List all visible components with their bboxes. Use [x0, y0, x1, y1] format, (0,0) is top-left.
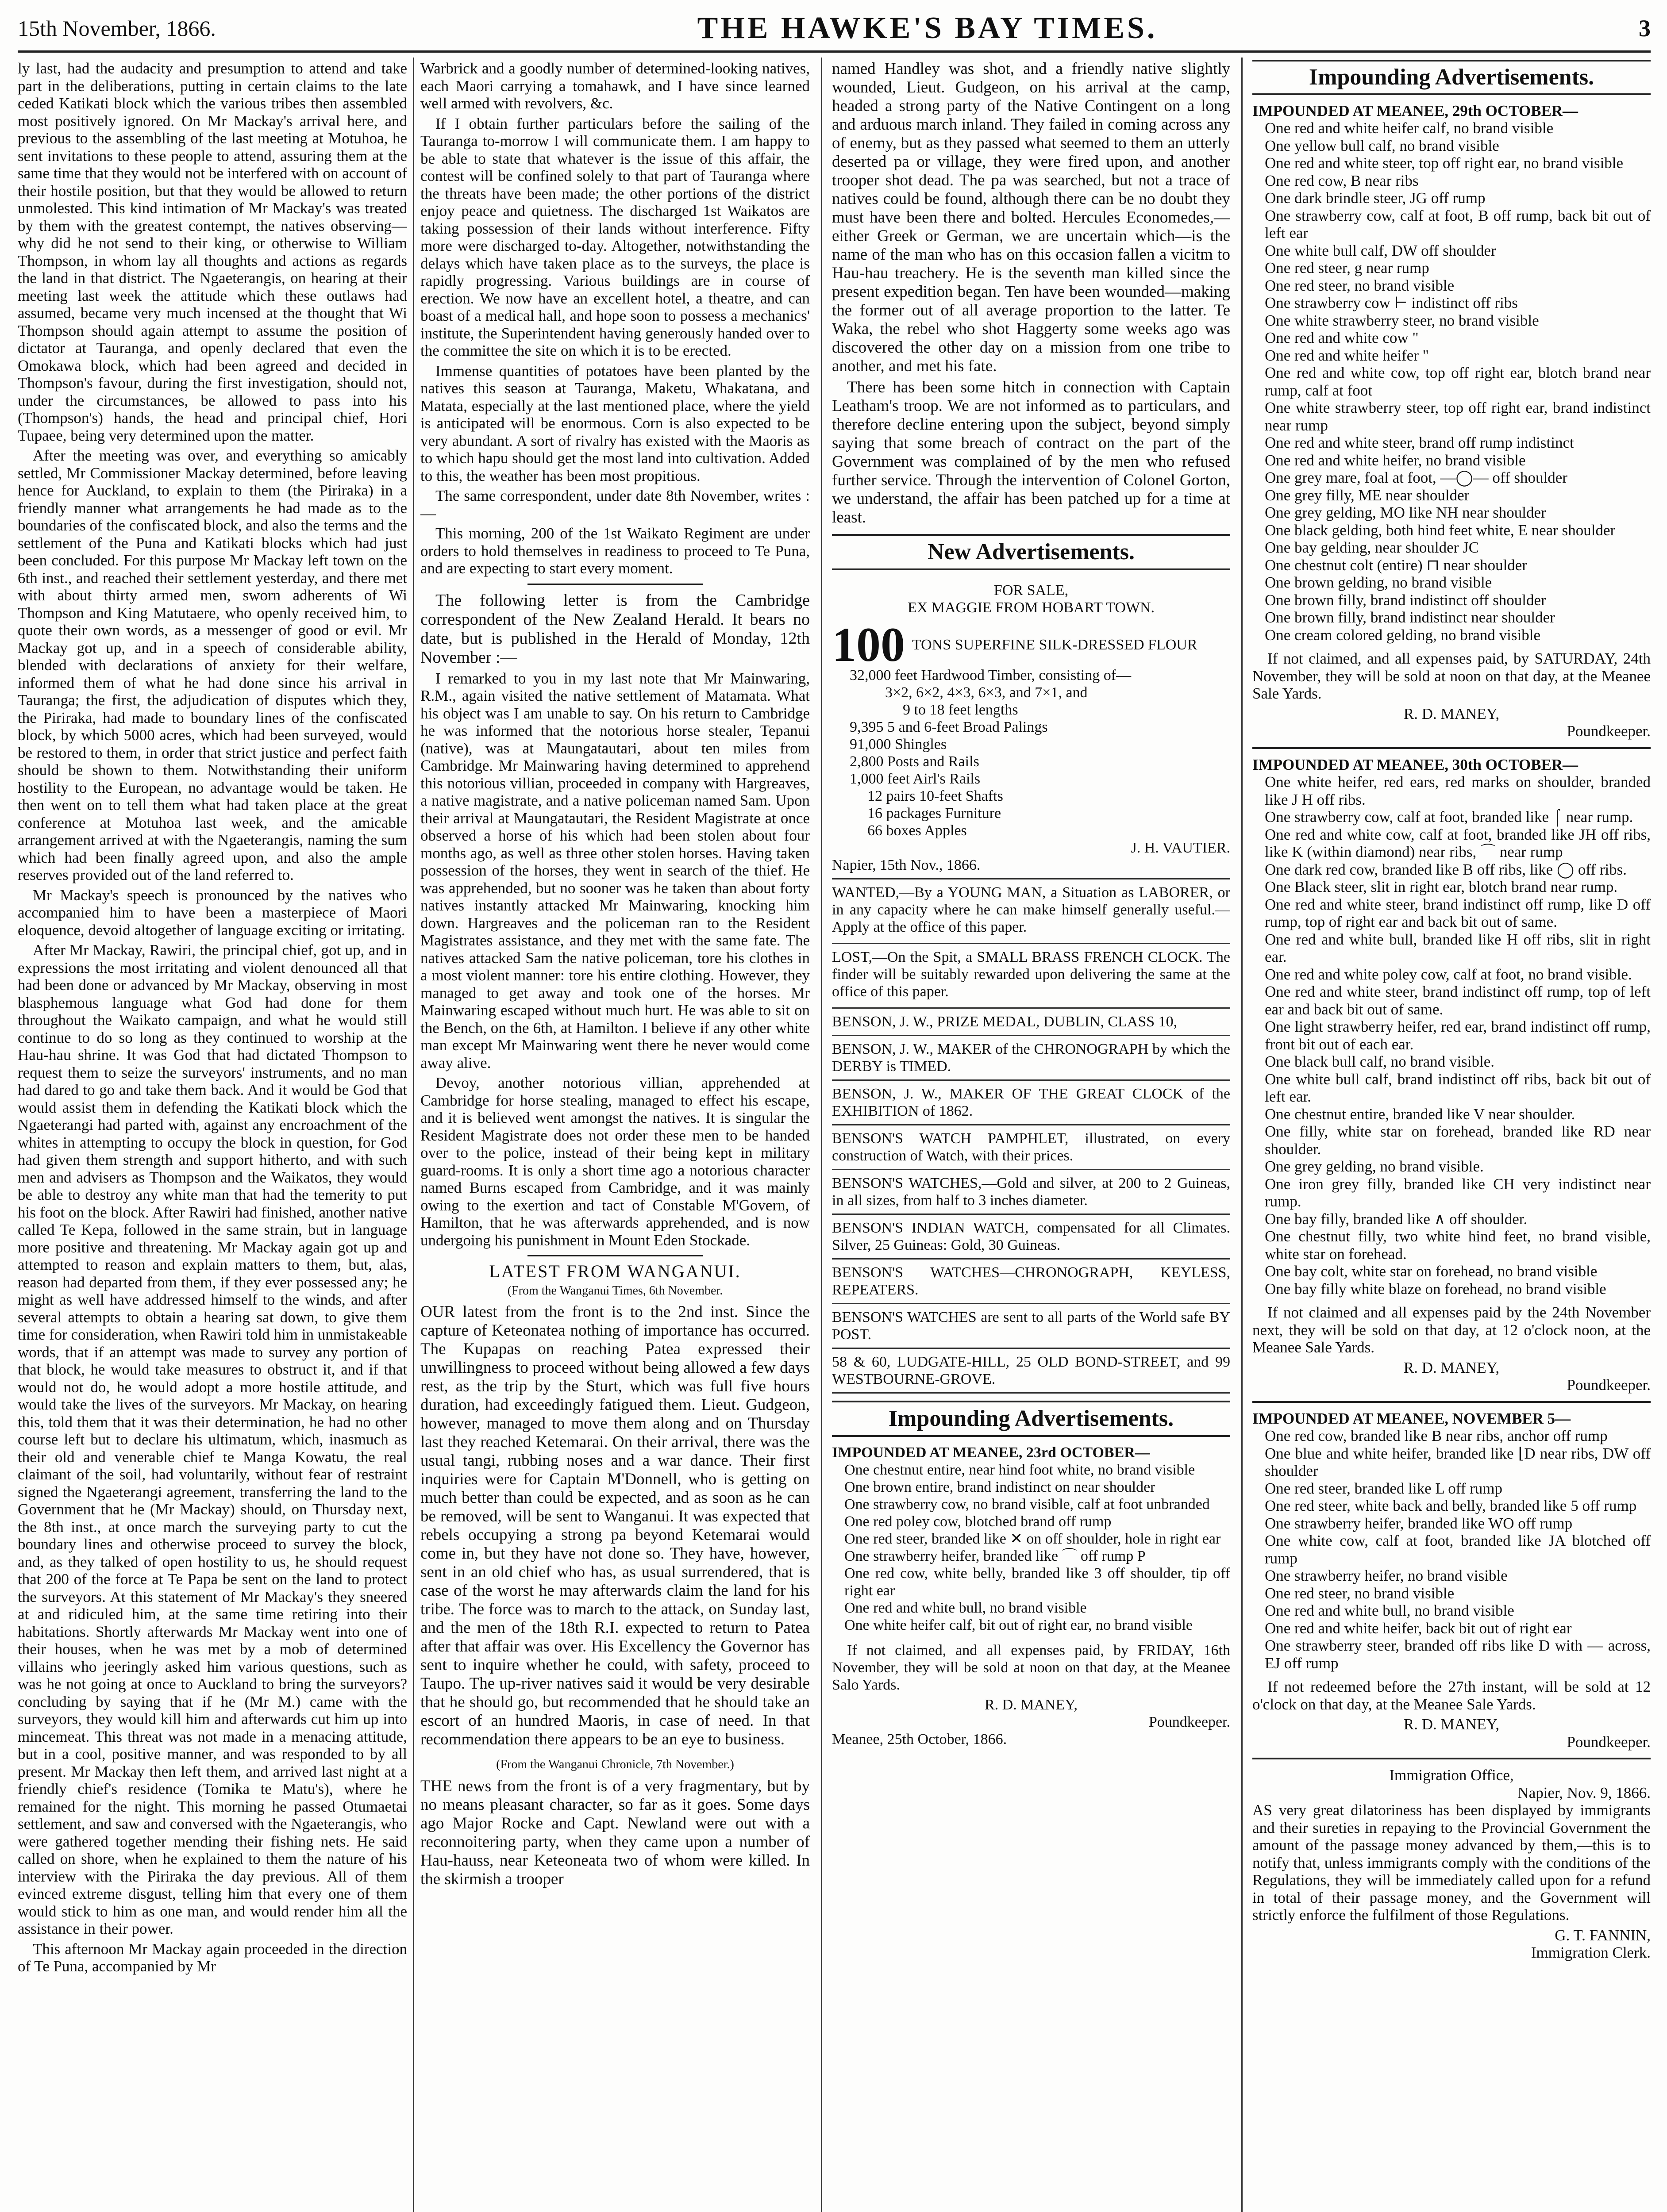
article-paragraph: named Handley was shot, and a friendly native slightly wounded, Lieut. Gudgeon, on his arrival at the camp, headed a strong party of the Native Contingent on a long and arduous march inland. They failed in coming across any of enemy, but as they passed what seemed to them an utterly deserted pa or village, they were fired upon, and another trooper shot dead. The pa was searched, but not a trace of natives could be found, although there can be no doubt they must have been there and bolted. Hercules Economedes,—either Greek or German, we are uncertain which—is the name of the man who has on this occasion fallen a vicitm to Hau-hau treachery. He is the seventh man killed since the present expedition began. Ten have been wounded—making the former out of all average proportion to the latter. Te Waka, the rebel who shot Haggerty some weeks ago was discovered the other day on a mission from one tribe to another, and met his fate. [832, 60, 1230, 375]
benson-ad: BENSON'S INDIAN WATCH, compensated for all Climates. Silver, 25 Guineas: Gold, 30 Guineas. [832, 1215, 1230, 1260]
impound-item: One red and white cow, calf at foot, branded like JH off ribs, like K (within diamond) near ribs, ⌒ near rump [1265, 826, 1651, 860]
sale-item: 12 pairs 10-feet Shafts [867, 788, 1003, 804]
impound-date: Meanee, 25th October, 1866. [832, 1731, 1007, 1747]
sale-item: 3×2, 6×2, 4×3, 6×3, and 7×1, and [885, 684, 1088, 701]
lost-advert [832, 944, 1230, 1009]
immigration-role: Immigration Clerk. [1531, 1944, 1651, 1961]
sale-advert [832, 577, 1230, 879]
impound-item: One red steer, no brand visible [1265, 276, 1455, 294]
impound-item: One red and white heifer, back bit out of right ear [1265, 1619, 1572, 1637]
poundkeeper-role: Poundkeeper. [1148, 1714, 1230, 1730]
impound-footer: If not claimed and all expenses paid by the 24th November next, they will be sold on that day, at 12 o'clock noon, at the Meanee Sale Yards. [1252, 1304, 1651, 1356]
impound-item: One strawberry cow, no brand visible, calf at foot unbranded [844, 1496, 1210, 1513]
article-paragraph: Warbrick and a goodly number of determined-looking natives, each Maori carrying a tomahawk, and I have since learned well armed with revolvers, &c. [420, 60, 810, 112]
section-divider [832, 534, 1230, 536]
section-divider [832, 1401, 1230, 1402]
issue-date: 15th November, 1866. [18, 16, 216, 41]
impound-item: One white heifer calf, bit out of right ear, no brand visible [844, 1617, 1193, 1633]
impound-item: One red and white heifer calf, no brand visible [1265, 119, 1554, 137]
poundkeeper-role: Poundkeeper. [1567, 1376, 1651, 1394]
impound-notice-29oct [1252, 102, 1651, 740]
benson-ad: BENSON, J. W., MAKER OF THE GREAT CLOCK of the EXHIBITION of 1862. [832, 1081, 1230, 1125]
section-divider [527, 584, 703, 585]
column-1 [18, 60, 407, 2212]
impound-list [1252, 119, 1651, 644]
article-paragraph: After Mr Mackay, Rawiri, the principal chief, got up, and in expressions the most irritating and violent denounced all that had been done or advanced by Mr Mackay, observing in most blasphemous language what God had done for them throughout the Waikato campaign, and what he would still continue to do so long as they continued to worship at the Hau-hau shrine. It was God that had dictated Thompson to request them to seize the surveyors' instruments, and no man had dared to go and take them back. And it would be God that would assist them in defending the Katikati block which the Ngaeterangi had parted with, against any encroachment of the whites in attempting to occupy the block in question, for God had given them strength and support hitherto, and with such men and advisers as Thompson and the Waikatos, they would be able to destroy any white man that had the temerity to put his foot on the block. After Rawiri had finished, another native called Te Kepa, followed in the same strain, but in language more positive and threatening. Mr Mackay again got up and attempted to reason and explain matters to them, but, alas, reason had departed from them, if they ever possessed any; he might as well have addressed himself to the winds, and after several attempts to obtain a hearing sat down, to give them time for consideration, when Rawiri told him in unmistakeable words, that if an attempt was made to survey any portion of that block, he would take measures to obstruct it, and if that would not do, he would adopt a more hostile attitude, and would take the lives of the surveyors. Mr Mackay, on hearing this, told them that it was their determination, he had no other course left but to declare his ultimatum, which, inasmuch as their old and venerable chief te Manga Kowatu, the real claimant of the soil, had voluntarily, without fear of restraint signed the Ngaeterangi agreement, transferring the land to the Government that he (Mr Mackay) should, on Thursday next, the 8th inst., at once march the surveying party to cut the boundary lines and otherwise proceed to survey the block, and, as they talked of open hostility to us, he should request that 200 of the force at Te Papa be sent on the land to protect the surveyors. At this statement of Mr Mackay's they sneered at and ridiculed him, at the same time retiring into their habitations. Shortly afterwards Mr Mackay went into one of their houses, when he was met by a mob of determined villains who jeeringly asked him various questions, such as was he not going at once to Auckland to bring the surveyors? concluding by saying that if he (Mr M.) came with the surveyors, they would kill him and afterwards cut him up into mincemeat. This threat was not made in a menacing attitude, but in a cool, positive manner, and was responded to by all present. Mr Mackay then left them, and arrived last night at a friendly chief's residence (Tomika te Matu's), where he remained for the night. This morning he passed Otumaetai settlement, and saw and conversed with the Ngaeterangis, who were gathered together mending their fishing nets. He said called on shore, when he explained to them the nature of his interview with the Piriraka the day previous. All of them evinced extreme disgust, telling him that every one of them would stick to him as one man, and would render him all the assistance in their power. [18, 941, 407, 1937]
wanganui-source: (From the Wanganui Times, 6th November. [507, 1283, 723, 1298]
impound-item: One grey mare, foal at foot, —◯— off shoulder [1265, 469, 1567, 486]
sale-signer: J. H. VAUTIER. [1131, 840, 1230, 856]
impound-item: One red steer, white back and belly, branded like 5 off rump [1265, 1497, 1637, 1514]
impound-notice-30oct [1252, 756, 1651, 1394]
impound-list [832, 1461, 1230, 1634]
sale-item: 32,000 feet Hardwood Timber, consisting of— [850, 667, 1132, 684]
poundkeeper-name: R. D. MANEY, [1403, 1359, 1500, 1376]
poundkeeper-role: Poundkeeper. [1567, 722, 1651, 740]
article-paragraph: The same correspondent, under date 8th November, writes :— [420, 487, 810, 522]
impound-item: One strawberry cow, calf at foot, branded like ⌠ near rump. [1265, 808, 1633, 826]
section-divider [1252, 93, 1651, 95]
article-paragraph: THE news from the front is of a very fragmentary, but by no means pleasant character, so far as it goes. Some days ago Major Rocke and Capt. Newland were out with a reconnoitering party, when they came upon a number of Hau-hauss, near Keteoneata two of whom were killed. In the skirmish a trooper [420, 1777, 810, 1888]
section-divider [1252, 60, 1651, 61]
impound-item: One red and white cow, top off right ear, blotch brand near rump, calf at foot [1265, 364, 1651, 399]
impound-item: One iron grey filly, branded like CH very indistinct near rump. [1265, 1175, 1651, 1210]
sale-item: 66 boxes Apples [867, 822, 967, 839]
impound-item: One red and white bull, no brand visible [844, 1600, 1087, 1616]
impound-footer: If not claimed, and all expenses paid, by SATURDAY, 24th November, they will be sold at noon on that day, at the Meanee Sale Yards. [1252, 650, 1651, 702]
sale-items [832, 667, 1230, 839]
wanted-advert [832, 879, 1230, 944]
impound-item: One red steer, no brand visible [1265, 1584, 1455, 1602]
impound-item: One black bull calf, no brand visible. [1265, 1053, 1495, 1070]
letter-intro: The following letter is from the Cambridge correspondent of the New Zealand Herald. It bears no date, but is published in the Herald of Monday, 12th November :— [420, 591, 810, 667]
impound-item: One dark brindle steer, JG off rump [1265, 189, 1486, 207]
impound-item: One grey filly, ME near shoulder [1265, 486, 1470, 504]
immigration-text: AS very great dilatoriness has been displayed by immigrants and their sureties in repaying to the Provincial Government the amount of the passage money advanced by them,—this is to notify that, unless immigrants comply with the conditions of the Regulations, they will be immediately called upon for a refund in total of their passage money, and the Government will strictly enforce the fulfilment of those Regulations. [1252, 1801, 1651, 1924]
impound-item: One strawberry heifer, branded like WO off rump [1265, 1514, 1573, 1532]
sale-item: 91,000 Shingles [850, 736, 947, 753]
page-number: 3 [1639, 15, 1651, 42]
impound-notice [832, 1444, 1230, 1748]
newspaper-title: THE HAWKE'S BAY TIMES. [697, 11, 1158, 45]
impound-item: One red steer, branded like L off rump [1265, 1479, 1503, 1497]
impound-item: One brown filly, brand indistinct near shoulder [1265, 609, 1555, 626]
section-divider [1252, 1401, 1651, 1403]
section-divider [527, 1255, 703, 1256]
impound-item: One chestnut entire, branded like V near shoulder. [1265, 1105, 1575, 1123]
sale-headline [832, 618, 1230, 672]
immigration-date: Napier, Nov. 9, 1866. [1517, 1784, 1651, 1801]
impound-item: One bay colt, white star on forehead, no brand visible [1265, 1263, 1598, 1280]
article-paragraph: This morning, 200 of the 1st Waikato Regiment are under orders to hold themselves in readiness to proceed to Te Puna, and are expecting to start every moment. [420, 525, 810, 577]
sale-item: 16 packages Furniture [867, 805, 1001, 822]
column-4 [1252, 60, 1651, 2212]
benson-ad: BENSON'S WATCHES are sent to all parts of the World safe BY POST. [832, 1304, 1230, 1349]
impound-item: One red and white bull, branded like H off ribs, slit in right ear. [1265, 930, 1651, 965]
benson-ad: BENSON, J. W., MAKER of the CHRONOGRAPH by which the DERBY is TIMED. [832, 1036, 1230, 1081]
column-3 [832, 60, 1230, 2212]
impound-title: IMPOUNDED AT MEANEE, 29th OCTOBER— [1252, 102, 1578, 119]
section-divider [1252, 1758, 1651, 1759]
impound-item: One light strawberry heifer, red ear, brand indistinct off rump, front bit out of each ear. [1265, 1018, 1651, 1053]
impound-item: One dark red cow, branded like B off ribs, like ◯ off ribs. [1265, 860, 1627, 878]
impound-item: One blue and white heifer, branded like ⌊D near ribs, DW off shoulder [1265, 1444, 1651, 1479]
impound-item: One red and white heifer " [1265, 346, 1429, 364]
impound-item: One red cow, B near ribs [1265, 172, 1419, 189]
article-paragraph: ly last, had the audacity and presumption to attend and take part in the deliberations, putting in certain claims to the late ceded Katikati block which the various tribes then assembled most positively ignored. On Mr Mackay's arrival here, and previous to the assembling of the last meeting at Motuhoa, he sent invitations to these people to attend, assuring them at the same time that they would not be interfered with on account of their hostile position, but that they would be allowed to return unmolested. This kind intimation of Mr Mackay's was treated by them with the greatest contempt, the natives observing—why did he not send to their king, or otherwise to William Thompson, in whom lay all thoughts and actions as regards the land in that district. The Ngaeterangis, on hearing at their meeting last week the attitude which these outlaws had assumed, became very much incensed at the thought that Wi Thompson should again attempt to assume the position of dictator at Tauranga, and openly declared that even the Omokawa block, which had been agreed and decided in Thompson's favour, during the first investigation, should not, under the circumstances, be allowed to pass into his (Thompson's) hands, the head and principal chief, Hori Tupaee, being very determined upon the matter. [18, 60, 407, 444]
impound-item: One strawberry steer, branded off ribs like D with — across, EJ off rump [1265, 1637, 1651, 1672]
impound-item: One grey gelding, MO like NH near shoulder [1265, 504, 1546, 521]
impound-item: One yellow bull calf, no brand visible [1265, 137, 1499, 154]
impound-item: One white cow, calf at foot, branded like JA blotched off rump [1265, 1532, 1651, 1567]
benson-ad: 58 & 60, LUDGATE-HILL, 25 OLD BOND-STREET, and 99 WESTBOURNE-GROVE. [832, 1349, 1230, 1394]
impound-item: One strawberry cow ⊢ indistinct off ribs [1265, 294, 1518, 311]
article-paragraph: Immense quantities of potatoes have been planted by the natives this season at Tauranga, Maketu, Whakatana, and Matata, especially at the last mentioned place, where the yield is anticipated will be enormous. Corn is also expected to be very abundant. A sort of rivalry has existed with the Maoris as to which hapu should get the most land into cultivation. Added to this, the weather has been most propitious. [420, 362, 810, 484]
column-rule [821, 58, 822, 2212]
benson-adverts [832, 1009, 1230, 1394]
section-divider [832, 568, 1230, 570]
impound-list [1252, 1427, 1651, 1672]
wanganui-heading: LATEST FROM WANGANUI. [489, 1261, 741, 1281]
impound-title: IMPOUNDED AT MEANEE, 30th OCTOBER— [1252, 756, 1578, 773]
impound-item: One white strawberry steer, no brand visible [1265, 311, 1539, 329]
article-paragraph: This afternoon Mr Mackay again proceeded in the direction of Te Puna, accompanied by Mr [18, 1940, 407, 1975]
impound-item: One chestnut filly, two white hind feet, no brand visible, white star on forehead. [1265, 1228, 1651, 1263]
impounding-heading: Impounding Advertisements. [888, 1406, 1174, 1431]
impound-item: One red and white cow " [1265, 329, 1419, 346]
poundkeeper-name: R. D. MANEY, [1403, 705, 1500, 722]
impound-item: One red and white poley cow, calf at foot, no brand visible. [1265, 965, 1632, 983]
benson-ad: BENSON'S WATCH PAMPHLET, illustrated, on every construction of Watch, with their prices. [832, 1125, 1230, 1170]
impound-item: One red and white steer, top off right ear, no brand visible [1265, 154, 1624, 172]
impound-item: One bay filly, branded like ∧ off shoulder. [1265, 1210, 1528, 1228]
impound-item: One chestnut colt (entire) ⊓ near shoulder [1265, 556, 1528, 574]
impound-item: One strawberry heifer, branded like ⌒ off rump P [844, 1548, 1146, 1564]
impound-footer: If not redeemed before the 27th instant, will be sold at 12 o'clock on that day, at the Meanee Sale Yards. [1252, 1678, 1651, 1713]
article-paragraph: Devoy, another notorious villian, apprehended at Cambridge for horse stealing, managed to effect his escape, and it is believed went amongst the natives. It is singular the Resident Magistrate does not order these men to be handed over to the police, instead of their being kept in military guard-rooms. It is only a short time ago a notorious character named Burns escaped from Cambridge, and it was mainly owing to the exertion and tact of Constable M'Govern, of Hamilton, that he was afterwards apprehended, and is now undergoing his punishment in Mount Eden Stockade. [420, 1074, 810, 1249]
impound-item: One filly, white star on forehead, branded like RD near shoulder. [1265, 1123, 1651, 1158]
impound-list [1252, 773, 1651, 1298]
sale-item: 2,800 Posts and Rails [850, 753, 979, 770]
impound-item: One red steer, g near rump [1265, 259, 1429, 276]
impound-item: One red poley cow, blotched brand off rump [844, 1513, 1112, 1530]
impound-notice-5nov [1252, 1410, 1651, 1751]
poundkeeper-name: R. D. MANEY, [984, 1697, 1078, 1713]
impound-item: One grey gelding, no brand visible. [1265, 1158, 1484, 1175]
sale-flour: TONS SUPERFINE SILK-DRESSED FLOUR [912, 636, 1197, 653]
article-paragraph: There has been some hitch in connection with Captain Leatham's troop. We are not informed as to particulars, and therefore decline entering upon the subject, beyond simply saying that some breach of contract on the part of the Government was complained of by the men who refused further service. Through the intervention of Colonel Gorton, we understand, the affair has been patched up for a time at least. [832, 378, 1230, 526]
immigration-notice [1252, 1767, 1651, 1962]
impound-item: One brown filly, brand indistinct off shoulder [1265, 591, 1546, 609]
section-divider [832, 1435, 1230, 1437]
sale-title: FOR SALE, [993, 582, 1069, 599]
section-divider [1252, 747, 1651, 749]
article-paragraph: After the meeting was over, and everything so amicably settled, Mr Commissioner Mackay determined, before leaving hence for Auckland, to explain to them (the Piriraka) in a friendly manner what arrangements he had made as to the boundaries of the confiscated block, and also the terms and the settlement of the Puna and Katikati blocks which had just been concluded. For this purpose Mr Mackay left town on the 6th inst., and reached their settlement yesterday, and there met with about thirty armed men, sworn adherents of Wi Thompson and King Matutaere, who openly received him, to quote their own words, as a messenger of good or evil. Mr Mackay got up, and in a speech of considerable ability, blended with declarations of anxiety for their welfare, informed them of what he had done since his arrival in Tauranga; the first, the adjudication of disputes which they, the Piriraka, had made to boundary lines of the confiscated block, by which 5000 acres, which had been surveyed, would be restored to them, in order that strict justice and perfect faith should be shown to them. Notwithstanding their uniform hostility to the European, no advantage would be taken. He then went on to tell them what had taken place at the great conference at Motuhoa last week, and the amicable arrangement arrived at with the Ngaeterangis, naming the sum which had been finally agreed upon, and also the ample reserves provided out of the land referred to. [18, 447, 407, 883]
immigration-office: Immigration Office, [1389, 1767, 1514, 1784]
impound-item: One red cow, branded like B near ribs, anchor off rump [1265, 1427, 1608, 1444]
impound-item: One red steer, branded like ✕ on off shoulder, hole in right ear [844, 1531, 1221, 1547]
impound-item: One white strawberry steer, top off right ear, brand indistinct near rump [1265, 399, 1651, 434]
impound-item: One red and white steer, brand indistinct off rump, top of left ear and back bit out of same. [1265, 983, 1651, 1018]
impound-item: One Black steer, slit in right ear, blotch brand near rump. [1265, 878, 1618, 895]
impound-item: One black gelding, both hind feet white, E near shoulder [1265, 521, 1616, 539]
sale-item: 9,395 5 and 6-feet Broad Palings [850, 719, 1048, 735]
impound-item: One brown gelding, no brand visible [1265, 574, 1492, 591]
benson-ad: BENSON'S WATCHES,—Gold and silver, at 200 to 2 Guineas, in all sizes, from half to 3 inches diameter. [832, 1170, 1230, 1215]
impounding-heading: Impounding Advertisements. [1309, 65, 1594, 90]
lost-text: LOST,—On the Spit, a SMALL BRASS FRENCH CLOCK. The finder will be suitably rewarded upon delivering the same at the office of this paper. [832, 949, 1230, 1000]
impound-item: One strawberry cow, calf at foot, B off rump, back bit out of left ear [1265, 207, 1651, 242]
impound-item: One bay gelding, near shoulder JC [1265, 539, 1479, 556]
wanted-text: WANTED,—By a YOUNG MAN, a Situation as LABORER, or in any capacity where he can make himself generally useful.—Apply at the office of this paper. [832, 884, 1230, 935]
impound-title: IMPOUNDED AT MEANEE, NOVEMBER 5— [1252, 1409, 1571, 1427]
chronicle-source: (From the Wanganui Chronicle, 7th November.) [496, 1758, 734, 1771]
impound-item: One white heifer, red ears, red marks on shoulder, branded like J H off ribs. [1265, 773, 1651, 808]
article-paragraph: I remarked to you in my last note that Mr Mainwaring, R.M., again visited the native settlement of Matamata. What his object was I am unable to say. On his return to Cambridge he was informed that the notorious horse stealer, Tepanui (native), was at Maungatautari, about ten miles from Cambridge. Mr Mainwaring having determined to apprehend this notorious villian, proceeded in company with Hargreaves, a native magistrate, and a native policeman named Sam. Upon their arrival at Maungatautari, the Resident Magistrate at once observed a horse of his which had been stolen about four months ago, as well as three other stolen horses. Having taken possession of the horses, they went in search of the thief. He was apprehended, but no sooner was he taken than about forty natives instantly attacked Mr Mainwaring, knocking him down. Hargreaves and the policeman ran to the Resident Magistrates assistance, and they met with the same fate. The natives attacked Sam the native policeman, tore his clothes in a most violent manner: tore his entire clothing. However, they managed to get away and took one of the horses. Mr Mainwaring escaped without much hurt. He was able to sit on the Bench, on the 6th, at Hamilton. I believe if any other white man except Mr Mainwaring went there he never would come away alive. [420, 669, 810, 1071]
article-paragraph: If I obtain further particulars before the sailing of the Tauranga to-morrow I will communicate them. I am happy to be able to state that whatever is the issue of this affair, the contest will be confined solely to that part of Tauranga where the threats have been made; the other portions of the district enjoy peace and quietness. The discharged 1st Waikatos are taking possession of their lands without interference. Fifty more were discharged to-day. Altogether, notwithstanding the delays which have taken place as to the surveys, the place is rapidly progressing. Various buildings are in course of erection. We now have an excellent hotel, a theatre, and can boast of a medical hall, and hope soon to possess a mechanics' institute, the Superintendent having generously handed over to the committee the site on which it is to be erected. [420, 115, 810, 359]
impound-item: One bay filly white blaze on forehead, no brand visible [1265, 1280, 1606, 1298]
new-ads-heading: New Advertisements. [928, 539, 1135, 565]
impound-item: One red and white heifer, no brand visible [1265, 451, 1526, 469]
masthead [18, 6, 1651, 53]
impound-item: One red and white steer, brand indistinct off rump, like D off rump, top of right ear and back bit out of same. [1265, 895, 1651, 930]
sale-subtitle: EX MAGGIE FROM HOBART TOWN. [907, 599, 1155, 616]
column-rule [413, 58, 414, 2212]
article-paragraph: OUR latest from the front is to the 2nd inst. Since the capture of Keteonatea nothing of importance has occurred. The Kupapas on reaching Patea expressed their unwillingness to proceed without being allowed a few days rest, as the trip by the Sturt, which was full five hours duration, had exceedingly fatigued them. Lieut. Gudgeon, however, managed to move them along and on Thursday last they reached Ketemarai. On their arrival, there was the usual tangi, rubbing noses and a war dance. Their first inquiries were for Captain M'Donnell, who is getting on much better than could be expected, and as soon as he can be removed, will be sent to Wanganui. It was expected that rebels occupying a strong pa beyond Ketemarai would come in, but they have not done so. They have, however, sent in an old chief who has, as usual surrendered, that is case of the worst he may afterwards claim the land for his tribe. The force was to march to the attack, on Sunday last, and the men of the 18th R.I. expected to return to Patea after that affair was over. His Excellency the Governor has sent to inquire whether he could, with safety, proceed to Taupo. The up-river natives said it would be very desirable that he should go, but recommended that he should take an escort of an hundred Maoris, in case of need. In that recommendation there appears to be an eye to business. [420, 1303, 810, 1748]
column-rule [1241, 58, 1243, 2212]
impound-item: One chestnut entire, near hind foot white, no brand visible [844, 1462, 1195, 1478]
sale-quantity: 100 [832, 618, 905, 672]
impound-item: One red and white steer, brand off rump indistinct [1265, 434, 1574, 451]
impound-item: One cream colored gelding, no brand visible [1265, 626, 1540, 644]
impound-title: IMPOUNDED AT MEANEE, 23rd OCTOBER— [832, 1444, 1150, 1461]
sale-item: 9 to 18 feet lengths [903, 702, 1018, 718]
impound-item: One white bull calf, DW off shoulder [1265, 242, 1496, 259]
benson-ad: BENSON'S WATCHES—CHRONOGRAPH, KEYLESS, REPEATERS. [832, 1260, 1230, 1304]
impound-item: One strawberry heifer, no brand visible [1265, 1567, 1508, 1584]
column-2 [420, 60, 810, 2212]
impound-item: One brown entire, brand indistinct on near shoulder [844, 1479, 1155, 1495]
benson-ad: BENSON, J. W., PRIZE MEDAL, DUBLIN, CLASS 10, [832, 1009, 1230, 1036]
immigration-signer: G. T. FANNIN, [1555, 1926, 1651, 1944]
sale-item: 1,000 feet Airl's Rails [850, 771, 981, 787]
impound-item: One red cow, white belly, branded like 3 off shoulder, tip off right ear [844, 1565, 1230, 1599]
impound-footer: If not claimed, and all expenses paid, by FRIDAY, 16th November, they will be sold at noon on that day, at the Meanee Salo Yards. [832, 1642, 1230, 1693]
poundkeeper-name: R. D. MANEY, [1403, 1716, 1500, 1733]
article-paragraph: Mr Mackay's speech is pronounced by the natives who accompanied him to have been a masterpiece of Maori eloquence, devoid altogether of language exciting or irritating. [18, 886, 407, 939]
poundkeeper-role: Poundkeeper. [1567, 1733, 1651, 1751]
sale-place: Napier, 15th Nov., 1866. [832, 857, 981, 873]
impound-item: One white bull calf, brand indistinct off ribs, back bit out of left ear. [1265, 1070, 1651, 1105]
impound-item: One red and white bull, no brand visible [1265, 1602, 1514, 1619]
